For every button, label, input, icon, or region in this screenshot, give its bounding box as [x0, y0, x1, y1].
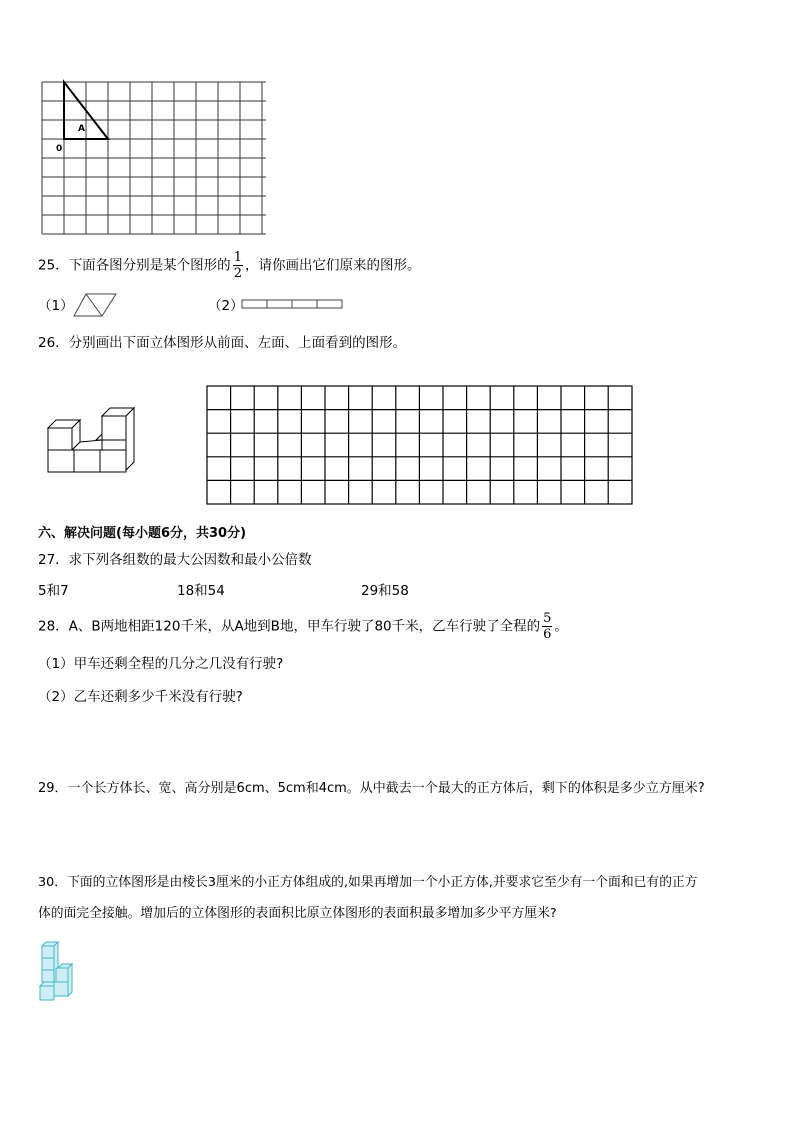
q25-sub1-label: （1）: [38, 298, 74, 314]
section-6-title: 六、解决问题(每小题6分，共30分): [38, 526, 247, 541]
q27-pair-1: 5和7: [38, 583, 69, 599]
q27-pair-3: 29和58: [361, 583, 409, 599]
q28-sub2: （2）乙车还剩多少千米没有行驶?: [38, 689, 243, 705]
question-28: 28．A、B两地相距120千米，从A地到B地，甲车行驶了80千米，乙车行驶了全程的 $\frac{5}{6}$ 。: [38, 611, 568, 642]
fraction-five-sixths: $\frac{5}{6}$: [543, 611, 552, 642]
triangle-label-a: A: [78, 124, 85, 134]
blue-cube-stack: [36, 938, 78, 1004]
q28-sub1: （1）甲车还剩全程的几分之几没有行驶?: [38, 656, 284, 672]
q25-sub2-label: （2）: [208, 298, 244, 314]
question-26: 26．分别画出下面立体图形从前面、左面、上面看到的图形。: [38, 335, 407, 351]
q27-pair-2: 18和54: [177, 583, 225, 599]
question-27: 27．求下列各组数的最大公因数和最小公倍数: [38, 552, 312, 568]
rectangle-strip-shape: [240, 298, 344, 310]
origin-label: 0: [56, 144, 63, 154]
coordinate-grid: [38, 78, 270, 240]
parallelogram-shape: [72, 292, 118, 318]
solid-cube-figure: [44, 404, 136, 476]
fraction-one-half: $\frac{1}{2}$: [233, 250, 242, 281]
question-29: 29．一个长方体长、宽、高分别是6cm、5cm和4cm。从中截去一个最大的正方体后，剩下的体积是多少立方厘米?: [38, 781, 705, 796]
question-25: 25．下面各图分别是某个图形的 $\frac{1}{2}$ ，请你画出它们原来的图形。: [38, 250, 421, 281]
question-30-line-2: 体的面完全接触。增加后的立体图形的表面积比原立体图形的表面积最多增加多少平方厘米?: [38, 906, 557, 921]
question-30-line-1: 30．下面的立体图形是由棱长3厘米的小正方体组成的,如果再增加一个小正方体,并要求它至少有一个面和已有的正方: [38, 875, 698, 890]
answer-grid: [205, 384, 635, 508]
